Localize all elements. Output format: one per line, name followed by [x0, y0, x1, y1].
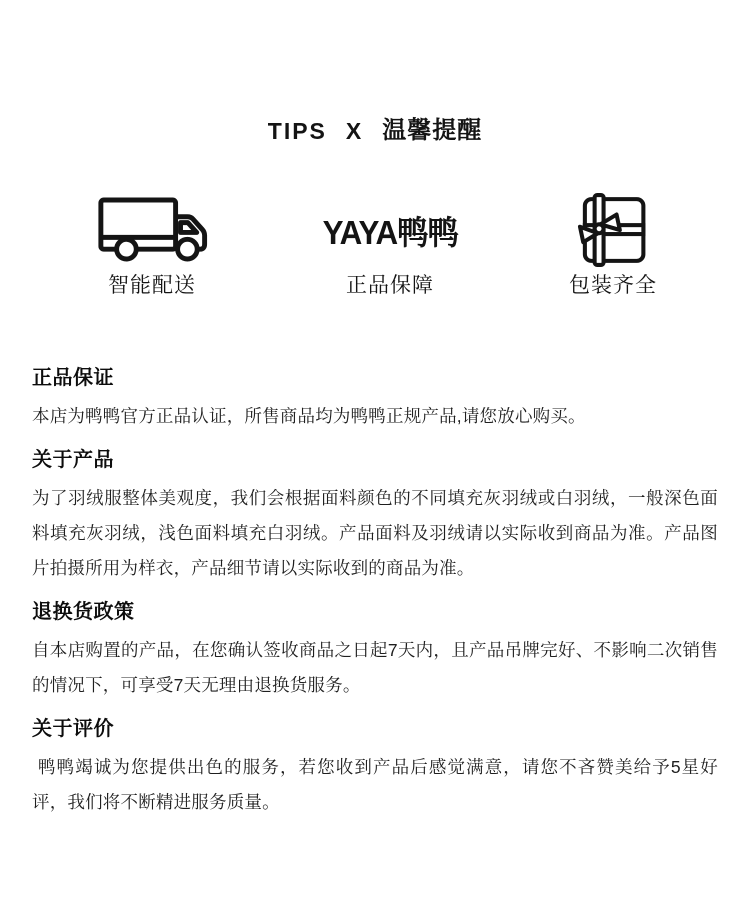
feature-authentic — [319, 190, 462, 300]
feature-row — [0, 190, 750, 300]
page-title — [0, 116, 750, 146]
section-heading-about-review: 关于评价 — [32, 718, 114, 740]
section-about-review — [32, 716, 718, 820]
feature-label-delivery: 智能配送 — [108, 274, 196, 297]
section-body-about-review: 鸭鸭竭诚为您提供出色的服务，若您收到产品后感觉满意，请您不吝赞美给予5星好评，我们将不断精进服务质量。 — [32, 757, 718, 812]
section-body-about-product: 为了羽绒服整体美观度，我们会根据面料颜色的不同填充灰羽绒或白羽绒，一般深色面料填充灰羽绒，浅色面料填充白羽绒。产品面料及羽绒请以实际收到商品为准。产品图片拍摄所用为样衣，产品细节请以实际收到的商品为准。 — [32, 488, 718, 578]
section-return-policy — [32, 599, 718, 703]
page-title-subtitle: 温馨提醒 — [382, 117, 483, 144]
feature-label-authentic: 正品保障 — [345, 274, 434, 297]
feature-label-packaging: 包装齐全 — [568, 274, 657, 297]
page-title-tips: TIPS — [267, 118, 327, 144]
section-authenticity — [32, 365, 718, 434]
section-body-authenticity: 本店为鸭鸭官方正品认证，所售商品均为鸭鸭正规产品,请您放心购买。 — [32, 406, 586, 426]
section-body-return-policy: 自本店购置的产品，在您确认签收商品之日起7天内，且产品吊牌完好、不影响二次销售的情况下，可享受7天无理由退换货服务。 — [32, 640, 718, 695]
gift-box-icon — [575, 190, 650, 270]
section-heading-about-product: 关于产品 — [32, 449, 114, 471]
yaya-logo-text: YAYA鸭鸭 — [322, 213, 458, 251]
yaya-brand-logo — [319, 190, 462, 270]
delivery-truck-icon — [93, 190, 211, 270]
page-title-x: X — [345, 118, 364, 144]
feature-delivery — [93, 190, 211, 300]
info-sections — [0, 365, 750, 820]
section-about-product — [32, 447, 718, 586]
feature-packaging — [569, 190, 657, 300]
section-heading-return-policy: 退换货政策 — [32, 601, 135, 623]
section-heading-authenticity: 正品保证 — [32, 367, 114, 389]
